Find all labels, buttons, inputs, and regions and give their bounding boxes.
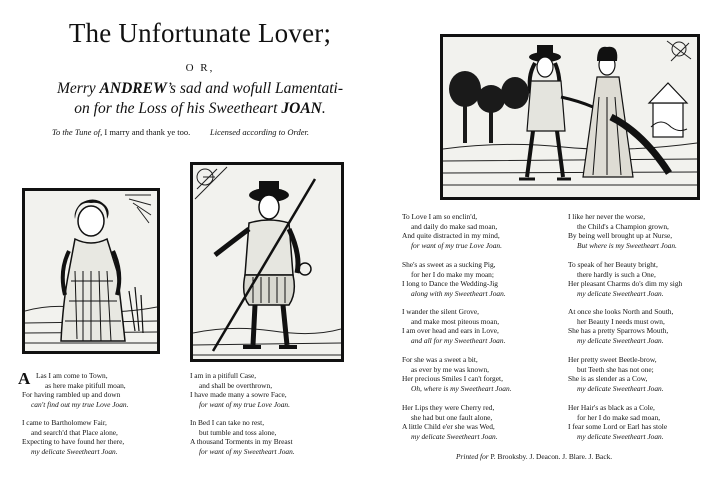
subtitle-text: . <box>321 100 326 117</box>
stanza <box>568 355 664 393</box>
tune-label: To the Tune of, <box>52 127 103 137</box>
or-line: O R, <box>185 62 215 74</box>
stanza <box>22 418 124 456</box>
subtitle-text: on for the Loss of his Sweetheart <box>74 100 282 117</box>
drop-cap: A <box>18 369 31 388</box>
woodcut-woman-image <box>22 188 160 354</box>
verse-line: I long to Dance the Wedding-Jig <box>402 279 498 289</box>
verse-line: A little Child e'er she was Wed, <box>402 422 495 432</box>
verse-line: Las I am come to Town, <box>36 371 108 380</box>
verse-refrain: along with my Sweetheart Joan. <box>411 288 506 298</box>
verse-line: as ever by me was known, <box>411 364 489 374</box>
stanza <box>568 307 673 345</box>
verse-line: the Child's a Champion grown, <box>577 221 669 231</box>
verse-line: Her precious Smiles I can't forget, <box>402 374 503 384</box>
man-figure-illustration <box>193 165 341 359</box>
verse-line: but tumble and toss alone, <box>199 427 277 437</box>
verse-line: She is as slender as a Cow, <box>568 374 648 384</box>
woman-figure-illustration <box>25 191 157 351</box>
verse-line: and make most piteous moan, <box>411 316 500 326</box>
verse-line: Her pleasant Charms do's dim my sigh <box>568 279 683 289</box>
verse-line: Her Hair's as black as a Cole, <box>568 403 655 412</box>
stanza <box>36 371 126 390</box>
verse-refrain: my delicate Sweetheart Joan. <box>411 431 498 441</box>
verse-line: and search'd that Place alone, <box>31 427 118 437</box>
stanza <box>402 212 502 250</box>
verse-line: She has a pretty Sparrows Mouth, <box>568 326 669 336</box>
subtitle-text: ’s sad and wofull Lamentati- <box>166 80 344 97</box>
verse-line: I am in a pitifull Case, <box>190 371 257 380</box>
verse-line: and shall be overthrown, <box>199 380 273 390</box>
woodcut-man-image <box>190 162 344 362</box>
verse-line: I am over head and ears in Love, <box>402 326 499 336</box>
verse-refrain: my delicate Sweetheart Joan. <box>577 431 664 441</box>
ballad-subtitle <box>20 79 380 119</box>
verse-line: Her pretty sweet Beetle-brow, <box>568 355 657 364</box>
verse-refrain: Oh, where is my Sweetheart Joan. <box>411 383 512 393</box>
verse-refrain: and all for my Sweetheart Joan. <box>411 335 506 345</box>
verse-line: there hardly is such a One, <box>577 269 656 279</box>
verse-refrain: my delicate Sweetheart Joan. <box>31 446 118 456</box>
verse-line: She's as sweet as a sucking Pig, <box>402 260 496 269</box>
verse-line: Expecting to have found her there, <box>22 437 125 447</box>
verse-refrain: can't find out my true Love Joan. <box>31 399 129 409</box>
verse-line: I fear some Lord or Earl has stole <box>568 422 668 432</box>
stanza <box>402 260 506 298</box>
verse-line: For having rambled up and down <box>22 390 121 399</box>
verse-line: for her I do make sad moan, <box>577 412 661 422</box>
verse-refrain: for want of my true Love Joan. <box>199 399 290 409</box>
verse-line: but Teeth she has not one; <box>577 364 654 374</box>
tune-info <box>52 127 190 137</box>
verse-line: And quite distracted in my mind, <box>402 231 500 241</box>
verse-line: for her I do make my moan; <box>411 269 494 279</box>
verse-line: In Bed I can take no rest, <box>190 418 265 427</box>
stanza <box>568 260 682 298</box>
printer-label: Printed for <box>456 452 489 461</box>
verse-line: I like her never the worse, <box>568 212 646 221</box>
stanza <box>568 212 677 250</box>
stanza <box>190 371 290 409</box>
verse-line: her Beauty I needs must own, <box>577 316 665 326</box>
verse-line: To Love I am so enclin'd, <box>402 212 478 221</box>
verse-line: I wander the silent Grove, <box>402 307 479 316</box>
verse-line: I have made many a sowre Face, <box>190 390 287 400</box>
verse-line: she had but one fault alone, <box>411 412 493 422</box>
verse-line: To speak of her Beauty bright, <box>568 260 658 269</box>
stanza <box>22 390 128 409</box>
verse-line: At once she looks North and South, <box>568 307 674 316</box>
license-note: Licensed according to Order. <box>210 127 309 137</box>
verse-refrain: my delicate Sweetheart Joan. <box>577 335 664 345</box>
verse-line: Her Lips they were Cherry red, <box>402 403 495 412</box>
verse-refrain: my delicate Sweetheart Joan. <box>577 288 664 298</box>
stanza <box>402 403 498 441</box>
verse-refrain: for want of my Sweetheart Joan. <box>199 446 295 456</box>
verse-refrain: my delicate Sweetheart Joan. <box>577 383 664 393</box>
stanza <box>190 418 295 456</box>
verse-line: as here make pitifull moan, <box>45 380 126 390</box>
woodcut-couple-image <box>440 34 700 200</box>
verse-line: I came to Bartholomew Fair, <box>22 418 107 427</box>
verse-line: A thousand Torments in my Breast <box>190 437 293 447</box>
printer-names: P. Brooksby. J. Deacon. J. Blare. J. Back. <box>488 452 613 461</box>
tune-name: I marry and thank ye too. <box>102 127 191 137</box>
printer-imprint <box>456 452 612 461</box>
couple-figure-illustration <box>443 37 697 197</box>
subtitle-name-andrew: ANDREW <box>99 80 167 97</box>
ballad-title: The Unfortunate Lover; <box>68 18 332 48</box>
stanza <box>402 307 505 345</box>
verse-line: By being well brought up at Nurse, <box>568 231 673 241</box>
verse-refrain: for want of my true Love Joan. <box>411 240 502 250</box>
stanza <box>402 355 512 393</box>
verse-line: and daily do make sad moan, <box>411 221 498 231</box>
stanza <box>568 403 667 441</box>
subtitle-name-joan: JOAN <box>281 100 322 117</box>
verse-line: For she was a sweet a bit, <box>402 355 478 364</box>
subtitle-text: Merry <box>56 80 100 97</box>
verse-refrain: But where is my Sweetheart Joan. <box>577 240 677 250</box>
